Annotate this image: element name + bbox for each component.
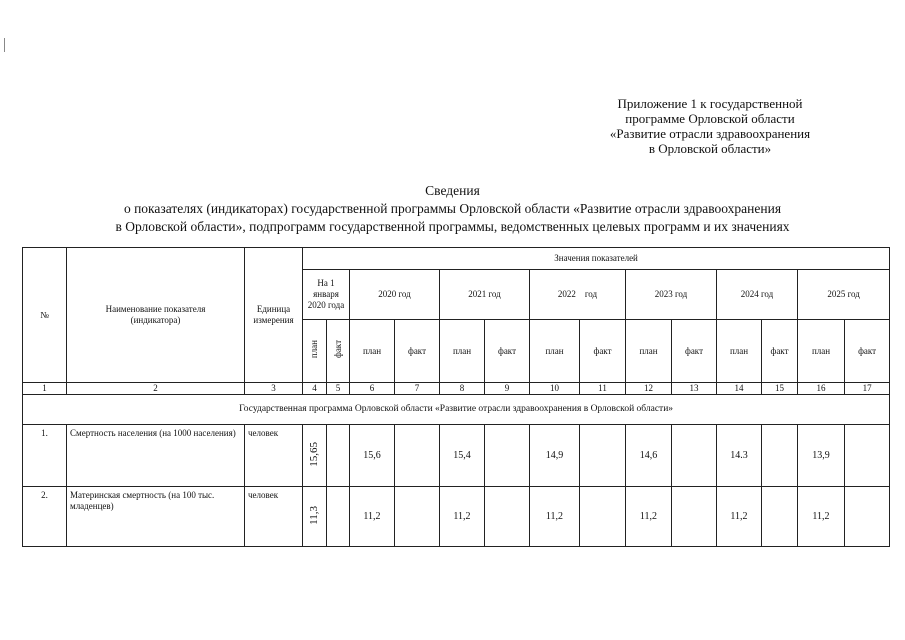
row-fact-value (485, 487, 530, 547)
header-plan: план (717, 320, 762, 383)
header-year: 2024 год (717, 270, 798, 320)
row-plan-value: 15,6 (350, 425, 395, 487)
row-number: 1. (23, 425, 67, 487)
row-base-value: 11,3 (308, 505, 320, 525)
row-fact-value (395, 487, 440, 547)
row-base-value: 15,65 (308, 441, 320, 467)
table-row (23, 425, 890, 487)
header-year: 2021 год (440, 270, 530, 320)
column-number: 8 (440, 383, 485, 395)
row-fact-value (672, 425, 717, 487)
row-indicator-name: Смертность населения (на 1000 населения) (67, 425, 245, 487)
column-number: 7 (395, 383, 440, 395)
row-indicator-name: Материнская смертность (на 100 тыс. младенцев) (67, 487, 245, 547)
column-number-row (23, 383, 890, 395)
header-indicator-name (67, 248, 245, 383)
section-title: Государственная программа Орловской области «Развитие отрасли здравоохранения в Орловской области» (23, 395, 890, 425)
header-plan: план (626, 320, 672, 383)
column-number: 2 (67, 383, 245, 395)
header-fact-base (327, 320, 350, 383)
row-plan-value: 15,4 (440, 425, 485, 487)
header-base-period (303, 270, 350, 320)
row-plan-value: 14,9 (530, 425, 580, 487)
column-number: 17 (845, 383, 890, 395)
table-row (23, 487, 890, 547)
column-number: 16 (798, 383, 845, 395)
title-line: в Орловской области», подпрограмм государственной программы, ведомственных целевых программ и их значениях (115, 219, 790, 234)
header-year: 2020 год (350, 270, 440, 320)
column-number: 11 (580, 383, 626, 395)
header-fact: факт (485, 320, 530, 383)
row-fact-value (762, 487, 798, 547)
column-number: 1 (23, 383, 67, 395)
row-base-fact (327, 425, 350, 487)
column-number: 14 (717, 383, 762, 395)
row-fact-value (580, 487, 626, 547)
column-number: 12 (626, 383, 672, 395)
header-plan: план (350, 320, 395, 383)
row-plan-value: 11,2 (717, 487, 762, 547)
column-number: 15 (762, 383, 798, 395)
plan-label: план (309, 340, 319, 359)
header-unit (245, 248, 303, 383)
indicators-table (22, 247, 890, 547)
row-base-fact (327, 487, 350, 547)
fact-label: факт (332, 340, 343, 359)
row-plan-value: 11,2 (350, 487, 395, 547)
row-unit: человек (245, 487, 303, 547)
row-fact-value (672, 487, 717, 547)
header-fact: факт (762, 320, 798, 383)
row-plan-value: 11,2 (440, 487, 485, 547)
column-number: 4 (303, 383, 327, 395)
header-plan: план (798, 320, 845, 383)
header-fact: факт (580, 320, 626, 383)
column-number: 10 (530, 383, 580, 395)
column-number: 6 (350, 383, 395, 395)
document-title (0, 182, 905, 236)
row-base-plan (303, 487, 327, 547)
header-base-period-text: На 1 января 2020 года (307, 278, 345, 310)
header-unit-text: Единица измерения (253, 304, 294, 325)
row-fact-value (845, 487, 890, 547)
appendix-line: Приложение 1 к государственной (617, 96, 803, 111)
appendix-line: в Орловской области» (648, 141, 772, 156)
appendix-line: «Развитие отрасли здравоохранения (609, 126, 811, 141)
row-plan-value: 11,2 (530, 487, 580, 547)
column-number: 5 (327, 383, 350, 395)
header-fact: факт (672, 320, 717, 383)
row-fact-value (845, 425, 890, 487)
row-fact-value (485, 425, 530, 487)
column-number: 13 (672, 383, 717, 395)
row-base-plan (303, 425, 327, 487)
header-fact: факт (395, 320, 440, 383)
appendix-note (560, 96, 860, 156)
row-fact-value (580, 425, 626, 487)
row-plan-value: 14.3 (717, 425, 762, 487)
header-year: 2025 год (798, 270, 890, 320)
header-number: № (23, 248, 67, 383)
header-fact: факт (845, 320, 890, 383)
header-values: Значения показателей (303, 248, 890, 270)
column-number: 9 (485, 383, 530, 395)
column-number: 3 (245, 383, 303, 395)
row-plan-value: 14,6 (626, 425, 672, 487)
appendix-line: программе Орловской области (625, 111, 795, 126)
header-plan-base (303, 320, 327, 383)
header-plan: план (530, 320, 580, 383)
row-fact-value (762, 425, 798, 487)
header-plan: план (440, 320, 485, 383)
title-heading: Сведения (425, 183, 480, 198)
row-fact-value (395, 425, 440, 487)
header-year: 2023 год (626, 270, 717, 320)
title-line: о показателях (индикаторах) государственной программы Орловской области «Развитие отрасли здравоохранения (123, 201, 782, 216)
scan-artifact (4, 38, 5, 52)
row-number: 2. (23, 487, 67, 547)
header-year: 2022 год (530, 270, 626, 320)
row-plan-value: 11,2 (798, 487, 845, 547)
row-plan-value: 11,2 (626, 487, 672, 547)
header-indicator-name-text: Наименование показателя (индикатора) (105, 304, 206, 325)
row-unit: человек (245, 425, 303, 487)
row-plan-value: 13,9 (798, 425, 845, 487)
